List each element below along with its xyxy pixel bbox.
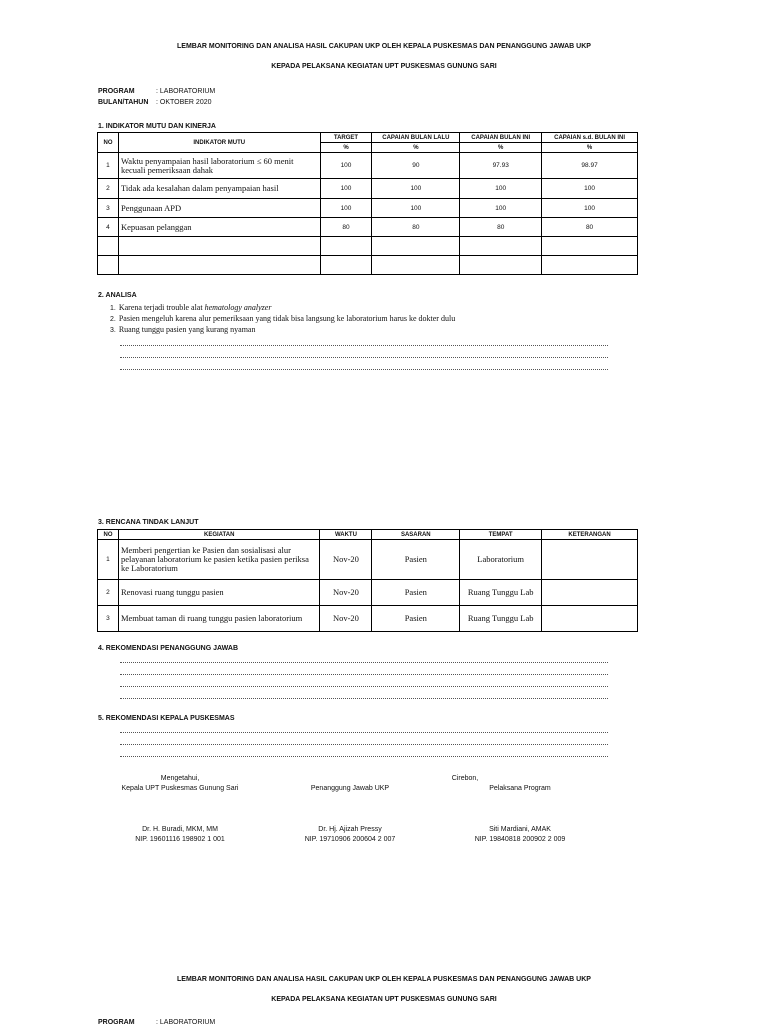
next-program-label: PROGRAM bbox=[98, 1019, 135, 1026]
row-lalu: 80 bbox=[372, 218, 460, 237]
table-row bbox=[98, 153, 638, 179]
kepala-name: Dr. H. Buradi, MKM, MM bbox=[142, 826, 218, 833]
col-no: NO bbox=[98, 133, 119, 153]
next-page-subtitle: KEPADA PELAKSANA KEGIATAN UPT PUSKESMAS GUNUNG SARI bbox=[271, 996, 497, 1003]
row-kegiatan: Membuat taman di ruang tunggu pasien laboratorium bbox=[118, 606, 320, 632]
row-sasaran: Pasien bbox=[372, 606, 460, 632]
row-keterangan bbox=[542, 580, 638, 606]
row-tempat: Laboratorium bbox=[460, 540, 542, 580]
row-no: 2 bbox=[98, 179, 119, 199]
indicator-table bbox=[97, 132, 638, 275]
blank-line bbox=[120, 732, 608, 733]
document-subtitle: KEPADA PELAKSANA KEGIATAN UPT PUSKESMAS GUNUNG SARI bbox=[271, 63, 497, 70]
col-kegiatan: KEGIATAN bbox=[118, 530, 320, 540]
cirebon-label: Cirebon, bbox=[451, 775, 479, 782]
row-ini: 97.93 bbox=[460, 153, 542, 179]
table-row bbox=[98, 606, 638, 632]
row-lalu: 90 bbox=[372, 153, 460, 179]
next-page-title: LEMBAR MONITORING DAN ANALISA HASIL CAKUPAN UKP OLEH KEPALA PUSKESMAS DAN PENANGGUNG JAWAB UKP bbox=[177, 976, 591, 983]
col-waktu: WAKTU bbox=[320, 530, 372, 540]
row-sasaran: Pasien bbox=[372, 580, 460, 606]
pj-nip: NIP. 19710906 200604 2 007 bbox=[304, 836, 396, 843]
row-sasaran: Pasien bbox=[372, 540, 460, 580]
kepala-role: Kepala UPT Puskesmas Gunung Sari bbox=[121, 785, 239, 792]
unit-target: % bbox=[320, 143, 372, 153]
empty-row bbox=[98, 237, 638, 256]
row-kegiatan: Memberi pengertian ke Pasien dan sosialisasi alur pelayanan laboratorium ke pasien ketika pasien periksa ke Laboratorium bbox=[118, 540, 320, 580]
row-sd: 100 bbox=[542, 179, 638, 199]
row-keterangan bbox=[542, 606, 638, 632]
row-waktu: Nov-20 bbox=[320, 606, 372, 632]
row-ini: 100 bbox=[460, 179, 542, 199]
pelaksana-name: Siti Mardiani, AMAK bbox=[489, 826, 551, 833]
blank-line bbox=[120, 345, 608, 346]
blank-line bbox=[120, 674, 608, 675]
empty-row bbox=[98, 256, 638, 275]
col-tempat: TEMPAT bbox=[460, 530, 542, 540]
col-keterangan: KETERANGAN bbox=[542, 530, 638, 540]
row-lalu: 100 bbox=[372, 199, 460, 218]
row-indikator: Kepuasan pelanggan bbox=[118, 218, 320, 237]
period-value: : OKTOBER 2020 bbox=[156, 99, 212, 106]
col-no: NO bbox=[98, 530, 119, 540]
unit-sd: % bbox=[542, 143, 638, 153]
row-waktu: Nov-20 bbox=[320, 580, 372, 606]
row-no: 1 bbox=[98, 540, 119, 580]
section2-title: 2. ANALISA bbox=[98, 292, 137, 299]
row-sd: 80 bbox=[542, 218, 638, 237]
row-lalu: 100 bbox=[372, 179, 460, 199]
program-label: PROGRAM bbox=[98, 88, 135, 95]
row-waktu: Nov-20 bbox=[320, 540, 372, 580]
row-no: 1 bbox=[98, 153, 119, 179]
pelaksana-role: Pelaksana Program bbox=[489, 785, 551, 792]
analysis-item: 1. Karena terjadi trouble alat hematology analyzer bbox=[110, 303, 272, 312]
row-target: 80 bbox=[320, 218, 372, 237]
blank-line bbox=[120, 686, 608, 687]
table-row bbox=[98, 540, 638, 580]
row-indikator: Tidak ada kesalahan dalam penyampaian hasil bbox=[118, 179, 320, 199]
pj-name: Dr. Hj. Ajizah Pressy bbox=[318, 826, 382, 833]
kepala-nip: NIP. 19601116 198902 1 001 bbox=[135, 836, 225, 843]
row-indikator: Waktu penyampaian hasil laboratorium ≤ 60 menit kecuali pemeriksaan dahak bbox=[118, 153, 320, 179]
row-tempat: Ruang Tunggu Lab bbox=[460, 606, 542, 632]
row-indikator: Penggunaan APD bbox=[118, 199, 320, 218]
section1-title: 1. INDIKATOR MUTU DAN KINERJA bbox=[98, 123, 216, 130]
blank-line bbox=[120, 756, 608, 757]
row-sd: 100 bbox=[542, 199, 638, 218]
blank-line bbox=[120, 369, 608, 370]
row-kegiatan: Renovasi ruang tunggu pasien bbox=[118, 580, 320, 606]
blank-line bbox=[120, 698, 608, 699]
pj-role: Penanggung Jawab UKP bbox=[310, 785, 390, 792]
row-tempat: Ruang Tunggu Lab bbox=[460, 580, 542, 606]
blank-line bbox=[120, 357, 608, 358]
blank-line bbox=[120, 744, 608, 745]
table-row bbox=[98, 199, 638, 218]
action-plan-table bbox=[97, 529, 638, 632]
row-keterangan bbox=[542, 540, 638, 580]
row-target: 100 bbox=[320, 199, 372, 218]
mengetahui-label: Mengetahui, bbox=[160, 775, 200, 782]
section4-title: 4. REKOMENDASI PENANGGUNG JAWAB bbox=[98, 645, 239, 652]
col-indikator: INDIKATOR MUTU bbox=[118, 133, 320, 153]
row-target: 100 bbox=[320, 179, 372, 199]
col-sasaran: SASARAN bbox=[372, 530, 460, 540]
row-no: 2 bbox=[98, 580, 119, 606]
row-ini: 100 bbox=[460, 199, 542, 218]
col-target: TARGET bbox=[320, 133, 372, 143]
unit-ini: % bbox=[460, 143, 542, 153]
col-capaian-ini: CAPAIAN BULAN INI bbox=[460, 133, 542, 143]
period-label: BULAN/TAHUN bbox=[98, 99, 149, 106]
row-target: 100 bbox=[320, 153, 372, 179]
table-row bbox=[98, 218, 638, 237]
table-row bbox=[98, 580, 638, 606]
row-no: 4 bbox=[98, 218, 119, 237]
analysis-item: 3. Ruang tunggu pasien yang kurang nyaman bbox=[110, 325, 256, 334]
col-capaian-lalu: CAPAIAN BULAN LALU bbox=[372, 133, 460, 143]
pelaksana-nip: NIP. 19840818 200902 2 009 bbox=[474, 836, 566, 843]
col-capaian-sd: CAPAIAN s.d. BULAN INI bbox=[542, 133, 638, 143]
section3-title: 3. RENCANA TINDAK LANJUT bbox=[98, 519, 199, 526]
analysis-item: 2. Pasien mengeluh karena alur pemeriksaan yang tidak bisa langsung ke laboratorium harus ke dokter dulu bbox=[110, 314, 456, 323]
blank-line bbox=[120, 662, 608, 663]
row-no: 3 bbox=[98, 199, 119, 218]
program-value: : LABORATORIUM bbox=[156, 88, 216, 95]
next-program-value: : LABORATORIUM bbox=[156, 1019, 216, 1026]
table-row bbox=[98, 179, 638, 199]
row-no: 3 bbox=[98, 606, 119, 632]
row-ini: 80 bbox=[460, 218, 542, 237]
section5-title: 5. REKOMENDASI KEPALA PUSKESMAS bbox=[98, 715, 235, 722]
row-sd: 98.97 bbox=[542, 153, 638, 179]
unit-lalu: % bbox=[372, 143, 460, 153]
document-title: LEMBAR MONITORING DAN ANALISA HASIL CAKUPAN UKP OLEH KEPALA PUSKESMAS DAN PENANGGUNG JAWAB UKP bbox=[177, 43, 591, 50]
